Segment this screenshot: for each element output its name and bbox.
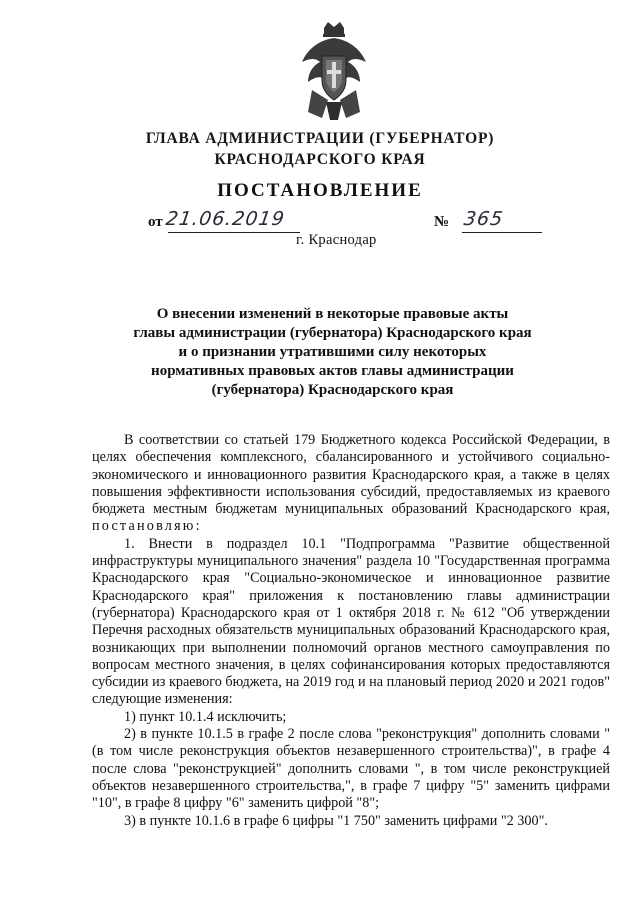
authority-line-2: КРАСНОДАРСКОГО КРАЯ <box>214 151 426 168</box>
date-value: 21.06.2019 <box>164 208 287 230</box>
date-prefix: от <box>148 214 163 230</box>
date-field <box>148 210 308 238</box>
issuing-authority <box>0 128 640 170</box>
number-prefix: № <box>434 214 450 230</box>
city: г. Краснодар <box>296 232 377 248</box>
title-line-2: главы администрации (губернатора) Краснодарского края <box>133 325 532 341</box>
title-line-1: О внесении изменений в некоторые правовые акты <box>156 306 509 322</box>
number-field <box>434 210 544 238</box>
title-line-3: и о признании утратившими силу некоторых <box>178 344 487 360</box>
item-1-paragraph: 1. Внести в подраздел 10.1 "Подпрограмма "Развитие общественной инфраструктуры муниципального значения" раздела 10 "Государственная программа Краснодарского края "Социально-экономическое и инновационное развитие Краснодарского края" приложения к постановлению главы администрации (губернатора) Краснодарского края от 1 октября 2018 г. № 612 "Об утверждении Перечня расходных обязательств муниципальных образований Краснодарского края, возникающих при выполнении полномочий органов местного самоуправления по вопросам местного значения, в целях софинансирования которых предоставляются субсидии из краевого бюджета, на 2019 год и на плановый период 2020 и 2021 годов" следующие изменения: <box>92 535 610 708</box>
document-body <box>92 432 610 830</box>
document-title <box>110 305 555 400</box>
document-type: ПОСТАНОВЛЕНИЕ <box>217 180 423 201</box>
title-line-5: (губернатора) Краснодарского края <box>211 382 454 398</box>
sub-item-3: 3) в пункте 10.1.6 в графе 6 цифры "1 750" заменить цифрами "2 300". <box>124 812 548 829</box>
sub-item-1: 1) пункт 10.1.4 исключить; <box>124 708 287 725</box>
number-underline <box>462 232 542 233</box>
authority-line-1: ГЛАВА АДМИНИСТРАЦИИ (ГУБЕРНАТОР) <box>145 130 495 147</box>
date-underline <box>168 232 300 233</box>
sub-item-2: 2) в пункте 10.1.5 в графе 2 после слова "реконструкция" дополнить словами "(в том числе реконструкция объектов незавершенного строительства)", в графе 4 после слова "реконструкцией" дополнить словами ", в том числе реконструкцией объектов незавершенного строительства,", в графе 7 цифру "5" заменить цифрами "10", в графе 8 цифру "6" заменить цифрой "8"; <box>92 726 610 812</box>
preamble-paragraph <box>92 432 610 536</box>
krasnodar-coat-of-arms-icon <box>298 22 370 122</box>
decree-word: постановляю: <box>92 518 202 535</box>
preamble-text: В соответствии со статьей 179 Бюджетного кодекса Российской Федерации, в целях обеспечения комплексного, сбалансированного и устойчивого социально-экономического и инновационного развития Краснодарского края, а также в целях повышения эффективности использования субсидий, предоставляемых из краевого бюджета местным бюджетам муниципальных образований Краснодарского края, <box>92 432 610 518</box>
number-value: 365 <box>462 208 505 230</box>
title-line-4: нормативных правовых актов главы администрации <box>151 363 514 379</box>
